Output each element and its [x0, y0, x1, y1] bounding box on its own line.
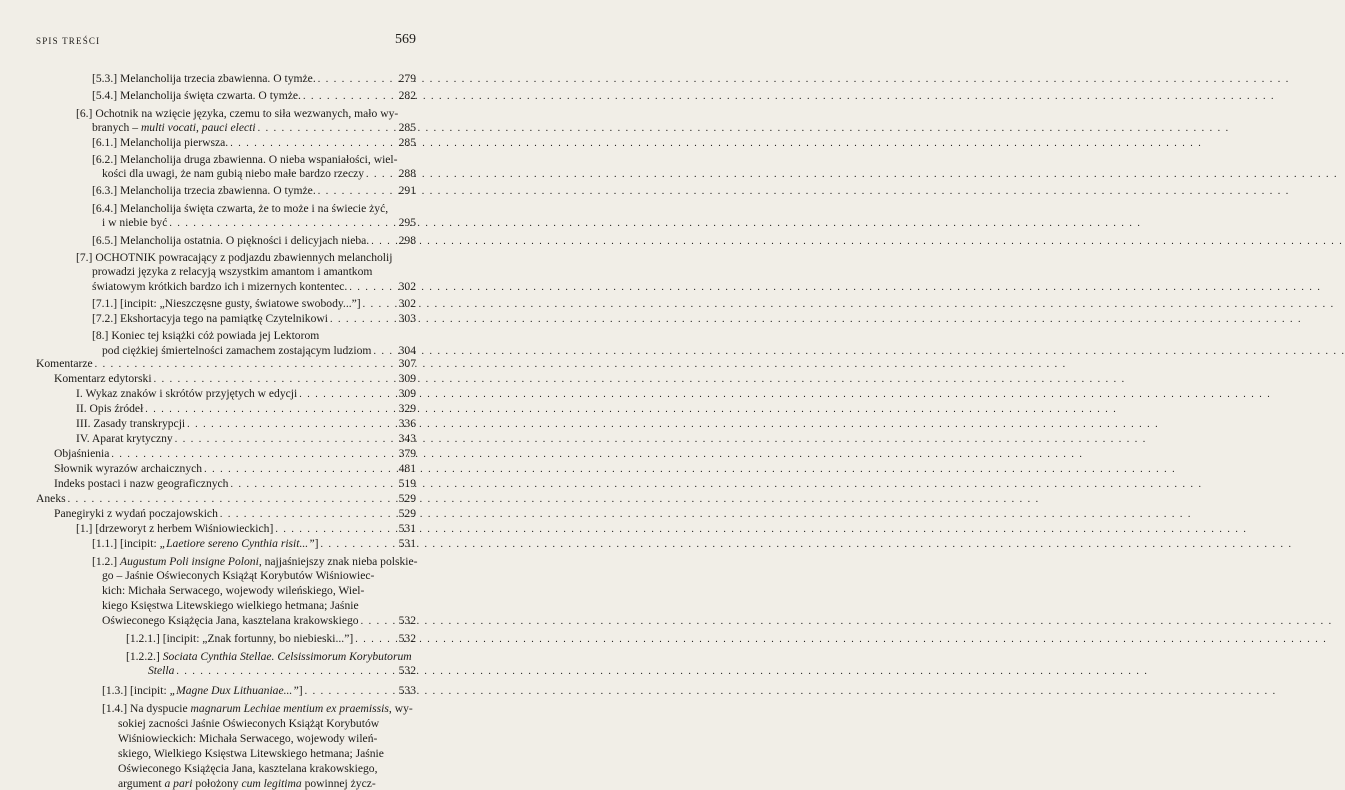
leader-dots — [145, 404, 1117, 415]
toc-entry-page: 285 — [398, 121, 416, 134]
leader-dots — [154, 374, 1126, 385]
toc-entry-title: I. Wykaz znaków i skrótów przyjętych w edycji — [76, 387, 298, 400]
toc-entry — [126, 650, 412, 663]
toc-entry-title: Aneks — [36, 492, 66, 505]
toc-entry — [54, 447, 388, 460]
toc-entry-title: [1.3.] [incipit: „Magne Dux Lithuaniae...”] — [102, 684, 303, 697]
toc-entry-title: [5.4.] Melancholija święta czwarta. O tymże. — [92, 89, 301, 102]
toc-entry-title: go – Jaśnie Oświeconych Książąt Korybutów Wiśniowiec- — [102, 569, 375, 582]
toc-entry — [92, 312, 388, 325]
leader-dots — [176, 666, 1148, 677]
toc-entry-title: [1.2.1.] [incipit: „Znak fortunny, bo niebieski...”] — [126, 632, 354, 645]
leader-dots — [275, 524, 1247, 535]
toc-entry-title: [6.5.] Melancholija ostatnia. O piękności i delicyjach nieba. — [92, 234, 370, 247]
toc-entry-page: 336 — [398, 417, 416, 430]
toc-entry — [92, 121, 388, 134]
page-header — [36, 32, 416, 54]
toc-entry-title: argument a pari położony cum legitima powinnej życz- — [118, 777, 376, 790]
toc-entry-title: III. Zasady transkrypcji — [76, 417, 186, 430]
toc-entry — [102, 584, 388, 597]
toc-entry-title: sokiej zacności Jaśnie Oświeconych Książąt Korybutów — [118, 717, 380, 730]
leader-dots — [318, 186, 1290, 197]
toc-entry — [92, 136, 388, 149]
toc-entry-page: 285 — [398, 136, 416, 149]
leader-dots — [299, 389, 1271, 400]
leader-dots — [187, 419, 1159, 430]
leader-dots — [303, 91, 1275, 102]
toc-entry-title: kich: Michała Serwacego, wojewody wileńskiego, Wiel- — [102, 584, 365, 597]
toc-entry — [54, 477, 388, 490]
toc-entry-title: Komentarz edytorski — [54, 372, 152, 385]
toc-entry — [92, 329, 388, 342]
toc-entry-page: 304 — [398, 344, 416, 357]
toc-entry — [54, 462, 388, 475]
running-head: SPIS TREŚCI — [36, 36, 101, 46]
toc-entry-page: 481 — [398, 462, 416, 475]
toc-entry-title: kości dla uwagi, że nam gubią niebo małe bardzo rzeczy — [102, 167, 365, 180]
leader-dots — [318, 74, 1290, 85]
toc-entry — [92, 297, 388, 310]
toc-entry-title: branych – multi vocati, pauci electi — [92, 121, 256, 134]
toc-entry-title: [1.2.] Augustum Poli insigne Poloni, najjaśniejszy znak nieba polskie- — [92, 555, 418, 568]
toc-entry-page: 302 — [398, 280, 416, 293]
toc-entry-title: Panegiryki z wydań poczajowskich — [54, 507, 218, 520]
toc-entry-page: 379 — [398, 447, 416, 460]
toc-entry-title: prowadzi języka z relacyją wszystkim amantom i amantkom — [92, 265, 373, 278]
toc-entry-title: [1.4.] Na dyspucie magnarum Lechiae mentium ex praemissis, wy- — [102, 702, 413, 715]
toc-entry-title: IV. Aparat krytyczny — [76, 432, 173, 445]
toc-entry — [76, 417, 388, 430]
toc-entry-title: Objaśnienia — [54, 447, 110, 460]
toc-entry-title: [6.2.] Melancholija druga zbawienna. O nieba wspaniałości, wiel- — [92, 153, 398, 166]
toc-entry-page: 309 — [398, 372, 416, 385]
toc-entry — [92, 265, 388, 278]
toc-entry — [118, 777, 388, 790]
toc-entry — [92, 202, 388, 215]
toc-entry — [148, 664, 388, 677]
toc-entry-title: Indeks postaci i nazw geograficznych — [54, 477, 229, 490]
toc-entry — [92, 153, 398, 166]
leader-dots — [204, 464, 1176, 475]
toc-entry — [76, 387, 388, 400]
toc-entry — [102, 216, 388, 229]
page-number: 569 — [395, 32, 416, 47]
toc-entry-title: [8.] Koniec tej książki cóż powiada jej Lektorom — [92, 329, 320, 342]
toc-entry — [76, 251, 393, 264]
toc-entry-page: 303 — [398, 312, 416, 325]
leader-dots — [371, 236, 1343, 247]
toc-entry — [102, 344, 388, 357]
leader-dots — [373, 346, 1345, 357]
leader-dots — [68, 494, 1040, 505]
toc-entry-page: 288 — [398, 167, 416, 180]
toc-entry-title: Słownik wyrazów archaicznych — [54, 462, 203, 475]
toc-entry-page: 532 — [398, 632, 416, 645]
toc-entry-page: 291 — [398, 184, 416, 197]
toc-entry-title: II. Opis źródeł — [76, 402, 144, 415]
toc-entry-page: 531 — [398, 537, 416, 550]
toc-entry — [102, 684, 388, 697]
toc-entry-title: [1.2.2.] Sociata Cynthia Stellae. Celsissimorum Korybutorum — [126, 650, 412, 663]
toc-entry-title: kiego Księstwa Litewskiego wielkiego hetmana; Jaśnie — [102, 599, 359, 612]
toc-entry — [76, 522, 388, 535]
toc-entry — [102, 614, 388, 627]
toc-entry — [92, 89, 388, 102]
toc-entry-title: Oświeconego Książęcia Jana, kasztelana krakowskiego, — [118, 762, 378, 775]
toc-entry-page: 529 — [398, 507, 416, 520]
toc-entry-page: 533 — [398, 684, 416, 697]
toc-entry-title: Oświeconego Książęcia Jana, kasztelana krakowskiego — [102, 614, 359, 627]
toc-entry-page: 329 — [398, 402, 416, 415]
leader-dots — [169, 218, 1141, 229]
toc-entry-title: skiego, Wielkiego Księstwa Litewskiego hetmana; Jaśnie — [118, 747, 384, 760]
leader-dots — [220, 509, 1192, 520]
leader-dots — [363, 299, 1335, 310]
toc-entry-title: [5.3.] Melancholija trzecia zbawienna. O tymże. — [92, 72, 316, 85]
toc-entry — [102, 599, 388, 612]
toc-entry-title: Wiśniowieckich: Michała Serwacego, wojewody wileń- — [118, 732, 378, 745]
leader-dots — [305, 686, 1277, 697]
leader-dots — [230, 479, 1202, 490]
leader-dots — [349, 282, 1321, 293]
toc-entry — [54, 507, 388, 520]
toc-entry — [36, 357, 388, 370]
toc-entry — [92, 537, 388, 550]
leader-dots — [330, 314, 1302, 325]
toc-entry-title: [7.1.] [incipit: „Nieszczęsne gusty, światowe swobody...”] — [92, 297, 361, 310]
toc-entry — [118, 732, 388, 745]
toc-entry-page: 529 — [398, 492, 416, 505]
toc-entry-page: 343 — [398, 432, 416, 445]
toc-entry-title: [7.2.] Ekshortacyja tego na pamiątkę Czytelnikowi — [92, 312, 328, 325]
toc-entry-page: 531 — [398, 522, 416, 535]
leader-dots — [355, 634, 1327, 645]
toc-entry-title: [6.4.] Melancholija święta czwarta, że to może i na świecie żyć, — [92, 202, 389, 215]
toc-entry — [102, 702, 413, 715]
toc-entry-title: i w niebie być — [102, 216, 168, 229]
leader-dots — [230, 138, 1202, 149]
toc-entry — [118, 762, 388, 775]
toc-entry-title: [7.] OCHOTNIK powracający z podjazdu zbawiennych melancholij — [76, 251, 393, 264]
toc-entry-page: 302 — [398, 297, 416, 310]
toc-entry-page: 298 — [398, 234, 416, 247]
toc-entry — [118, 747, 388, 760]
toc-entry-title: [1.1.] [incipit: „Laetiore sereno Cynthia risit...”] — [92, 537, 319, 550]
toc-entry-page: 519 — [398, 477, 416, 490]
toc-entry — [92, 234, 388, 247]
toc-entry-title: Stella — [148, 664, 175, 677]
toc-entry-title: [6.1.] Melancholija pierwsza. — [92, 136, 229, 149]
toc-entry — [102, 569, 388, 582]
toc-entry-title: Komentarze — [36, 357, 93, 370]
toc-entry — [54, 372, 388, 385]
toc-entry-title: [6.3.] Melancholija trzecia zbawienna. O tymże. — [92, 184, 316, 197]
leader-dots — [321, 539, 1293, 550]
leader-dots — [361, 616, 1333, 627]
toc-entry — [76, 402, 388, 415]
leader-dots — [111, 449, 1083, 460]
toc-entry — [102, 167, 388, 180]
toc-entry-title: pod ciężkiej śmiertelności zamachem zostającym ludziom — [102, 344, 372, 357]
toc-entry — [76, 432, 388, 445]
toc-entry — [92, 72, 388, 85]
toc-entry-page: 295 — [398, 216, 416, 229]
toc-entry-page: 532 — [398, 664, 416, 677]
toc-entry — [92, 280, 388, 293]
toc-entry — [118, 717, 388, 730]
toc-entry-title: światowym krótkich bardzo ich i mizernych kontentec. — [92, 280, 348, 293]
toc-entry-title: [1.] [drzeworyt z herbem Wiśniowieckich] — [76, 522, 274, 535]
toc-entry-page: 279 — [398, 72, 416, 85]
toc-entry — [92, 184, 388, 197]
toc-entry-title: [6.] Ochotnik na wzięcie języka, czemu to siła wezwanych, mało wy- — [76, 107, 399, 120]
leader-dots — [175, 434, 1147, 445]
toc-entry — [92, 555, 418, 568]
leader-dots — [95, 359, 1067, 370]
toc-entry — [36, 492, 388, 505]
leader-dots — [366, 169, 1338, 180]
toc-entry-page: 309 — [398, 387, 416, 400]
toc-entry-page: 532 — [398, 614, 416, 627]
toc-entry-page: 307 — [398, 357, 416, 370]
toc-entry-page: 282 — [398, 89, 416, 102]
toc-entry — [76, 107, 399, 120]
toc-entry — [126, 632, 388, 645]
